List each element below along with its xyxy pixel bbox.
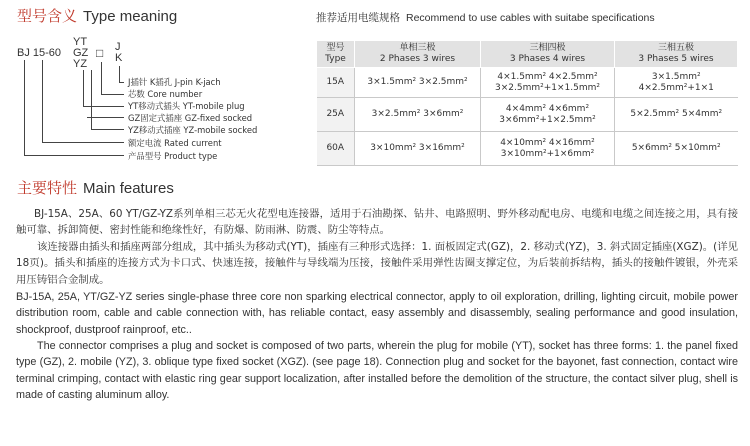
cell-3p4w: 4×1.5mm² 4×2.5mm² 3×2.5mm²+1×1.5mm² (481, 68, 615, 98)
leader-horizontal (101, 94, 124, 95)
main-features-title-cn: 主要特性 (17, 179, 78, 197)
model-prefix: BJ 15-60 (17, 47, 62, 59)
type-meaning-title-cn: 型号含义 (17, 7, 78, 25)
cable-table-title-en: Recommend to use cables with suitabe specifications (406, 12, 655, 24)
leader-horizontal (87, 117, 124, 118)
legend-yz: YZ移动式插座 YZ-mobile socked (128, 125, 258, 135)
feature-paragraph-en-1: BJ-15A, 25A, YT/GZ-YZ series single-phase three core non sparking electrical connector, apply to oil exploration, drilling, lighting circuit, mobile power distribution room, cable and cable connection with, has reliable contact, easy assembly and disassembly, sealing performance and good insulation, shockproof, dustproof rainproof, etc.. (16, 291, 738, 336)
cell-type: 15A (317, 68, 355, 98)
cable-spec-table (316, 40, 738, 166)
model-jack-j: J (115, 41, 121, 53)
cell-3p5w: 5×6mm² 5×10mm² (615, 132, 738, 166)
table-header-row (317, 41, 738, 68)
header-3p5w: 三相五极 3 Phases 5 wires (615, 41, 738, 68)
leader-horizontal (119, 82, 124, 83)
cell-type: 25A (317, 98, 355, 132)
cell-2p3w: 3×2.5mm² 3×6mm² (355, 98, 481, 132)
leader-vertical (119, 66, 120, 82)
main-features-heading (17, 179, 174, 198)
model-variant-yt: YT (73, 36, 88, 48)
legend-gz: GZ固定式插座 GZ-fixed socked (128, 113, 253, 123)
cell-3p5w: 3×1.5mm² 4×2.5mm²+1×1 (615, 68, 738, 98)
main-features-title-en: Main features (83, 180, 174, 197)
cell-3p4w: 4×4mm² 4×6mm² 3×6mm²+1×2.5mm² (481, 98, 615, 132)
header-2p3w: 单相三极 2 Phases 3 wires (355, 41, 481, 68)
legend-yt: YT移动式插头 YT-mobile plug (128, 101, 245, 111)
cell-3p4w: 4×10mm² 4×16mm² 3×10mm²+1×6mm² (481, 132, 615, 166)
model-variant-gz: GZ (73, 47, 89, 59)
leader-horizontal (83, 106, 124, 107)
header-3p4w: 三相四极 3 Phases 4 wires (481, 41, 615, 68)
table-row (317, 68, 738, 98)
model-jack-k: K (115, 52, 123, 64)
header-type: 型号 Type (317, 41, 355, 68)
leader-vertical (91, 70, 92, 129)
model-variant-yz: YZ (73, 58, 88, 70)
table-row (317, 98, 738, 132)
cable-table-title-cn: 推荐适用电缆规格 (316, 12, 400, 24)
cable-table-heading (316, 10, 655, 25)
leader-horizontal (42, 142, 124, 143)
cell-2p3w: 3×10mm² 3×16mm² (355, 132, 481, 166)
table-row (317, 132, 738, 166)
cell-type: 60A (317, 132, 355, 166)
cell-3p5w: 5×2.5mm² 5×4mm² (615, 98, 738, 132)
legend-jack: J插针 K插孔 J-pin K-jach (128, 77, 221, 87)
leader-vertical (42, 60, 43, 142)
legend-core-number: 芯数 Core number (128, 89, 203, 99)
leader-vertical (24, 60, 25, 155)
feature-paragraph-cn-1: BJ-15A、25A、60 YT/GZ-YZ系列单相三芯无火花型电连接器，适用于石油勘探、钻井、电路照明、野外移动配电房、电缆和电缆之间连接之用，具有接触可靠、拆卸简便、密封性能和绝缘性好，有防爆、防雨淋、防震、防尘等特点。 (16, 208, 738, 237)
type-meaning-heading (17, 7, 177, 26)
legend-rated-current: 额定电流 Rated current (128, 138, 222, 148)
feature-paragraph-cn-2: 该连接器由插头和插座两部分组成，其中插头为移动式(YT)，插座有三种形式选择：1. 面板固定式(GZ)，2. 移动式(YZ)，3. 斜式固定插座(XGZ)。(详见18页)。插头和插座的连接方式为卡口式、快速连接，接触件与导线端为压接，接触件采用弹性齿圈支撑定位，为后装前拆结构，插头的接触件镀银，外壳采用压铸铝合金制成。 (16, 241, 738, 286)
legend-product-type: 产品型号 Product type (128, 151, 218, 161)
cell-2p3w: 3×1.5mm² 3×2.5mm² (355, 68, 481, 98)
model-core-box: □ (96, 46, 104, 60)
leader-vertical (101, 62, 102, 94)
leader-vertical (83, 70, 84, 106)
type-meaning-title-en: Type meaning (83, 8, 178, 25)
leader-horizontal (91, 129, 124, 130)
leader-horizontal (24, 155, 124, 156)
feature-paragraph-en-2: The connector comprises a plug and socket is composed of two parts, wherein the plug for mobile (YT), socket has three forms: 1. the panel fixed type (GZ), 2. mobile (YZ), 3. oblique type fixed socket (XGZ). (see page 18). Connection plug and socket for the bayonet, fast connection, contact wire terminal crimping, contact with elastic ring gear support localization, after installed before the demolition of the structure, the contact silver plug, shell is made of casting aluminum alloy. (16, 340, 738, 401)
